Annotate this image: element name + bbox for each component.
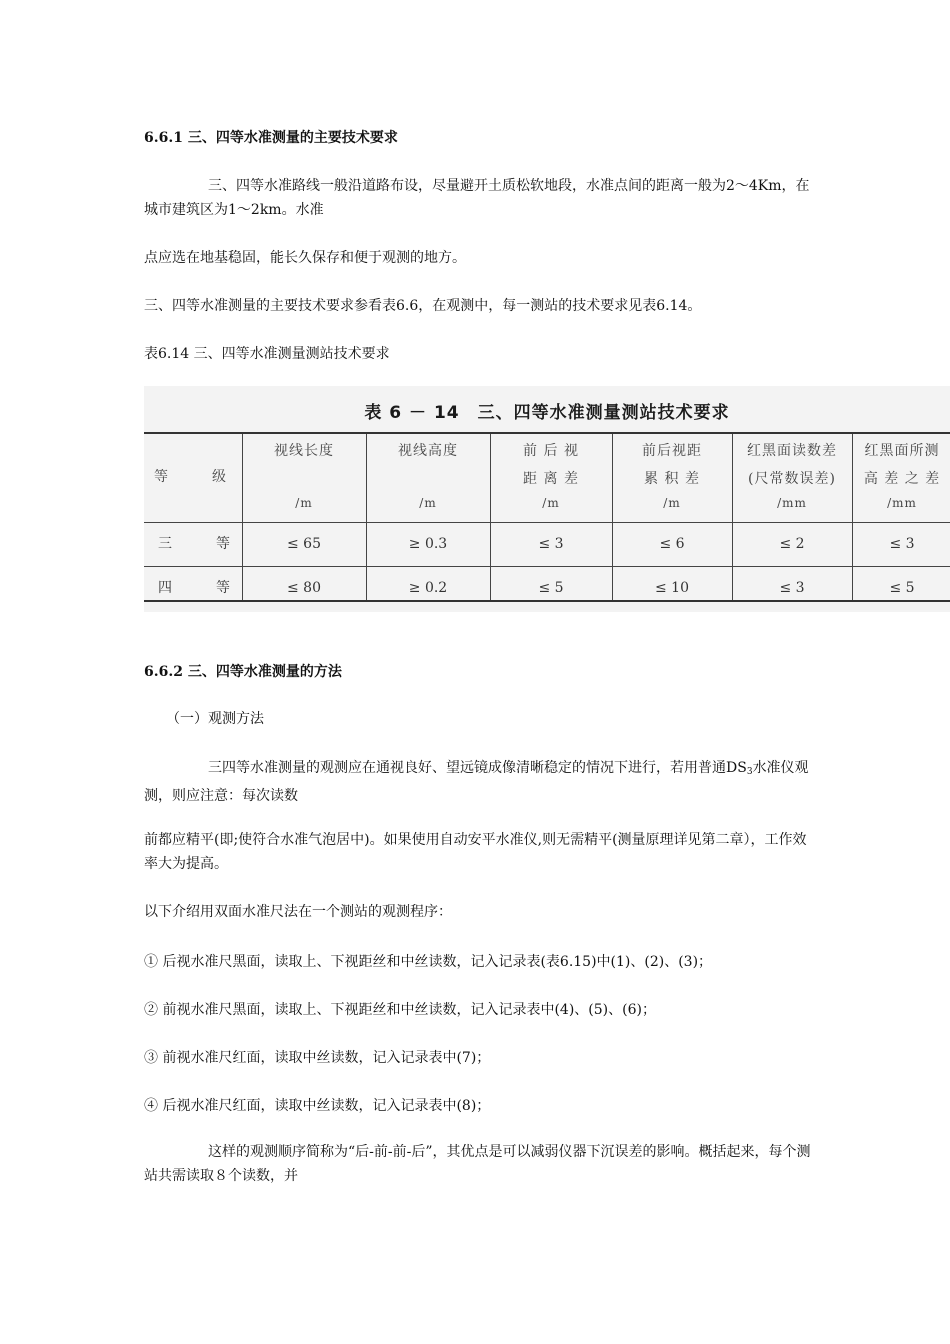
column-header-l1: 红黑面读数差	[747, 443, 837, 459]
table-6-14-image	[144, 386, 950, 612]
paragraph-route-layout: 三、四等水准路线一般沿道路布设，尽量避开土质松软地段，水准点间的距离一般为2～4Km，在城市建筑区为1～2km。水准	[144, 178, 810, 218]
sub-heading-observation-method: （一）观测方法	[166, 711, 264, 727]
section-heading-6-6-1: 6.6.1 三、四等水准测量的主要技术要求	[144, 130, 398, 146]
column-header-l2: 距 离 差	[523, 471, 579, 487]
column-header-l1: 前 后 视	[523, 443, 579, 459]
table-cell: ≤ 3	[538, 536, 564, 552]
section-heading-6-6-2: 6.6.2 三、四等水准测量的方法	[144, 664, 342, 680]
paragraph-observation-conditions	[144, 756, 814, 808]
table-cell: ≤ 3	[779, 580, 805, 596]
table-row-divider	[144, 566, 950, 567]
column-header-l2: (尺常数误差)	[748, 471, 836, 487]
grade-header-char: 级	[212, 469, 226, 485]
table-header-divider	[144, 522, 950, 523]
grade-label: 四	[158, 580, 172, 596]
step-3: ③ 前视水准尺红面，读取中丝读数，记入记录表中(7)；	[144, 1050, 491, 1066]
column-header-l2: 累 积 差	[644, 471, 700, 487]
column-header-unit: /m	[663, 496, 681, 510]
paragraph-point-selection: 点应选在地基稳固，能长久保存和便于观测的地方。	[144, 250, 466, 266]
paragraph-leveling: 前都应精平(即;使符合水准气泡居中)。如果使用自动安平水准仪,则无需精平(测量原理详见第二章），工作效率大为提高。	[144, 832, 807, 872]
station-requirements-table	[144, 432, 950, 602]
paragraph-text: 水准仪观测，则应注意：每次读数	[144, 760, 809, 804]
column-header-unit: /mm	[887, 496, 917, 510]
grade-label: 等	[216, 580, 230, 596]
step-2: ② 前视水准尺黑面，读取上、下视距丝和中丝读数，记入记录表中(4)、(5)、(6)；	[144, 1002, 656, 1018]
column-header-l2: 高 差 之 差	[863, 471, 941, 487]
grade-header-char: 等	[154, 469, 168, 485]
grade-label: 三	[158, 536, 172, 552]
column-header-l1: 视线高度	[398, 443, 458, 459]
column-header-l1: 前后视距	[642, 443, 702, 459]
column-header-unit: /m	[295, 496, 313, 510]
table-cell: ≤ 65	[287, 536, 321, 552]
column-header-unit: /mm	[777, 496, 807, 510]
column-header-unit: /m	[542, 496, 560, 510]
table-label: 表6.14 三、四等水准测量测站技术要求	[144, 346, 390, 362]
step-1: ① 后视水准尺黑面，读取上、下视距丝和中丝读数，记入记录表(表6.15)中(1)、(2)、(3)；	[144, 954, 713, 970]
step-4: ④ 后视水准尺红面，读取中丝读数，记入记录表中(8)；	[144, 1098, 491, 1114]
column-header-l1: 视线长度	[274, 443, 334, 459]
table-cell: ≤ 5	[538, 580, 564, 596]
paragraph-text: 三四等水准测量的观测应在通视良好、望远镜成像清晰稳定的情况下进行，若用普通DS	[208, 760, 747, 776]
paragraph-sequence-summary: 这样的观测顺序简称为“后-前-前-后”，其优点是可以减弱仪器下沉误差的影响。概括起来，每个测站共需读取８个读数，并	[144, 1144, 811, 1184]
table-cell: ≤ 6	[659, 536, 685, 552]
table-cell: ≤ 10	[655, 580, 689, 596]
subscript: 3	[746, 767, 753, 777]
table-cell: ≥ 0.3	[408, 536, 448, 552]
column-header-l1: 红黑面所测	[864, 443, 940, 459]
table-cell: ≤ 5	[889, 580, 915, 596]
table-caption: 表 6 － 14 三、四等水准测量测站技术要求	[364, 403, 730, 423]
table-cell: ≥ 0.2	[408, 580, 448, 596]
table-cell: ≤ 3	[889, 536, 915, 552]
table-cell: ≤ 2	[779, 536, 805, 552]
paragraph-technical-requirements: 三、四等水准测量的主要技术要求参看表6.6，在观测中，每一测站的技术要求见表6.14。	[144, 298, 702, 314]
paragraph-procedure-intro: 以下介绍用双面水准尺法在一个测站的观测程序：	[144, 904, 452, 920]
grade-label: 等	[216, 536, 230, 552]
column-header-unit: /m	[419, 496, 437, 510]
table-cell: ≤ 80	[287, 580, 321, 596]
